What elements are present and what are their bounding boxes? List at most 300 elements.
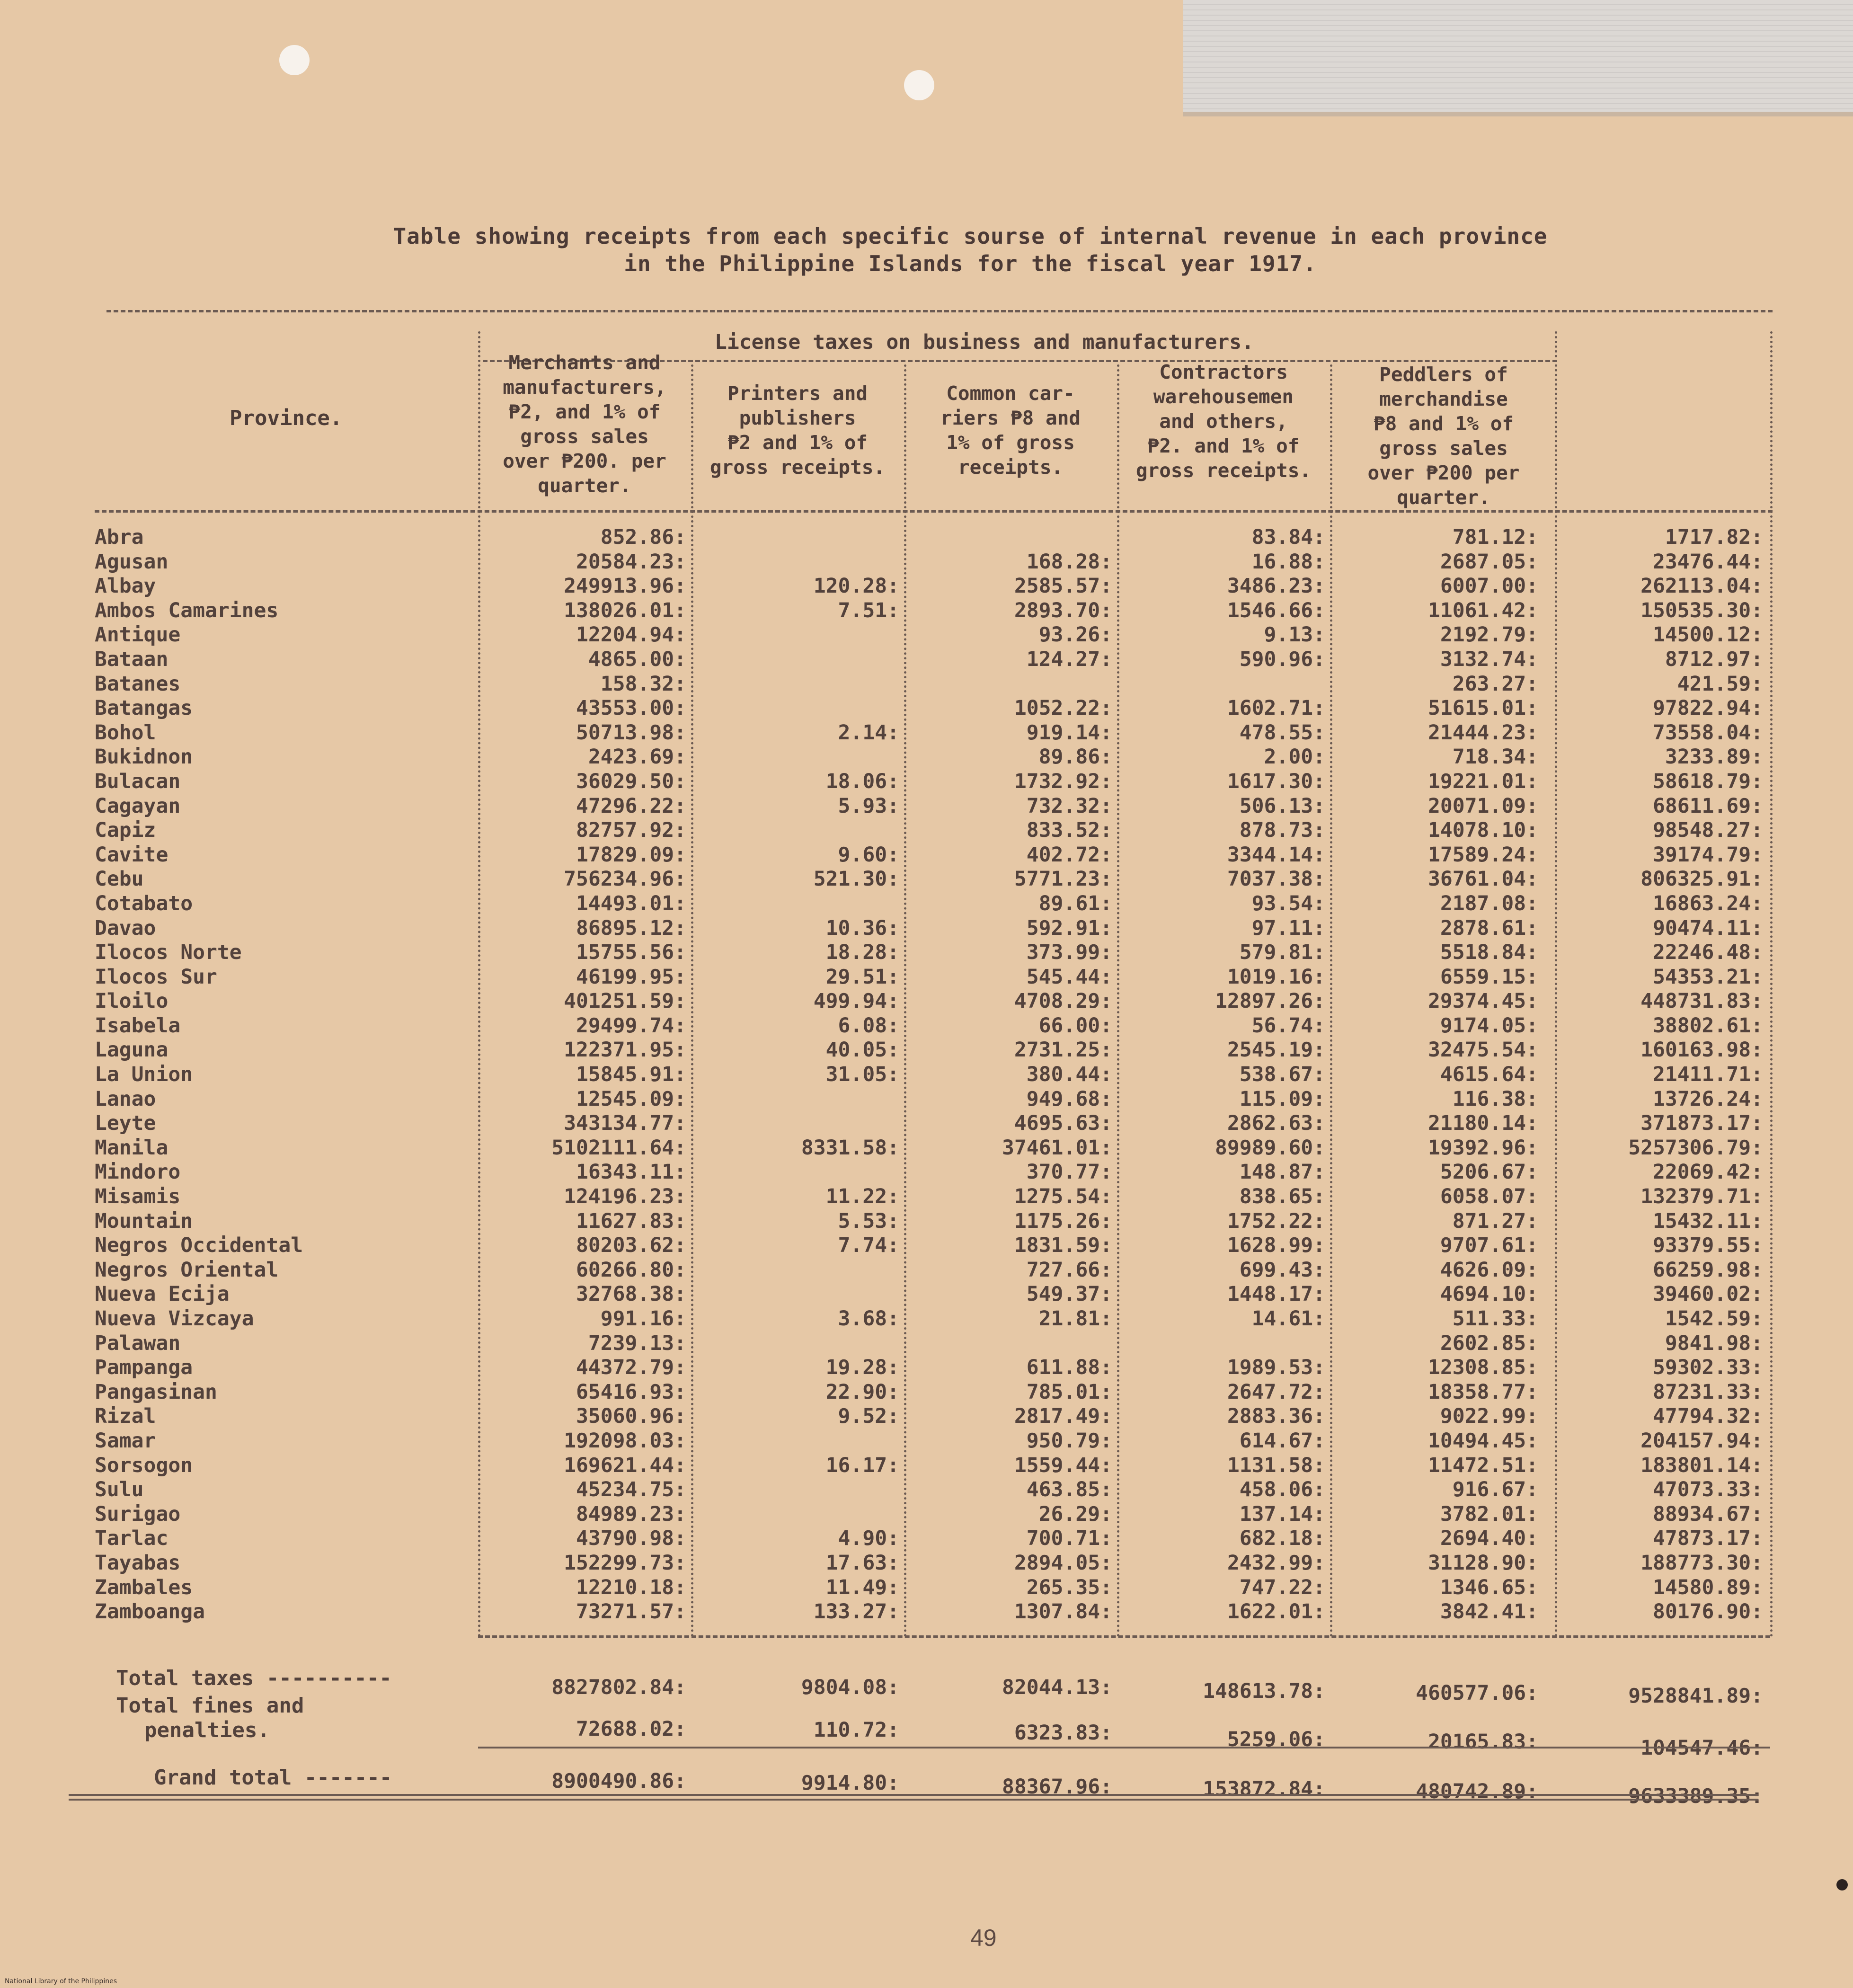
province-name: Nueva Vizcaya	[95, 1307, 254, 1331]
row-value-col2: 9.60:	[838, 843, 899, 867]
title-line-2: in the Philippine Islands for the fiscal year 1917.	[624, 251, 1317, 276]
row-value-col5: 51615.01:	[1428, 696, 1538, 720]
row-value-col5: 781.12:	[1452, 525, 1538, 549]
row-value-col5: 20071.09:	[1428, 794, 1538, 818]
row-value-col1: 991.16:	[600, 1307, 686, 1331]
total-fines-col2: 110.72:	[813, 1718, 899, 1742]
row-value-col2: 11.49:	[825, 1575, 899, 1599]
province-name: Davao	[95, 916, 156, 940]
row-value-col3: 1559.44:	[1014, 1453, 1112, 1477]
row-value-col6: 806325.91:	[1640, 867, 1763, 891]
row-value-col1: 4865.00:	[588, 647, 686, 671]
row-value-col4: 137.14:	[1239, 1502, 1325, 1526]
total-taxes-col2: 9804.08:	[801, 1676, 899, 1699]
row-value-col3: 2894.05:	[1014, 1551, 1112, 1575]
total-taxes-col6: 9528841.89:	[1628, 1684, 1763, 1708]
grand-total-col2: 9914.80:	[801, 1771, 899, 1795]
row-value-col2: 18.28:	[825, 941, 899, 965]
row-value-col1: 124196.23:	[564, 1185, 686, 1209]
row-value-col2: 22.90:	[825, 1380, 899, 1404]
province-name: Lanao	[95, 1087, 156, 1111]
province-name: Tarlac	[95, 1526, 168, 1551]
province-name: Negros Oriental	[95, 1258, 279, 1282]
row-value-col4: 56.74:	[1251, 1013, 1325, 1038]
row-value-col4: 1628.99:	[1227, 1234, 1325, 1258]
row-value-col1: 47296.22:	[576, 794, 686, 818]
row-value-col2: 10.36:	[825, 916, 899, 940]
row-value-col5: 2687.05:	[1440, 550, 1538, 574]
province-name: Surigao	[95, 1502, 181, 1526]
row-value-col6: 5257306.79:	[1628, 1136, 1763, 1160]
row-value-col6: 183801.14:	[1640, 1453, 1763, 1477]
row-value-col6: 22069.42:	[1653, 1160, 1763, 1184]
row-value-col3: 4708.29:	[1014, 989, 1112, 1013]
row-value-col5: 4615.64:	[1440, 1063, 1538, 1087]
row-value-col4: 538.67:	[1239, 1063, 1325, 1087]
row-value-col3: 1175.26:	[1014, 1209, 1112, 1233]
row-value-col1: 12204.94:	[576, 623, 686, 647]
row-value-col1: 80203.62:	[576, 1234, 686, 1258]
header-common-carriers: Common car- riers ₱8 and 1% of gross receipts.	[940, 382, 1081, 479]
total-taxes-label: Total taxes ----------	[116, 1666, 392, 1690]
row-value-col6: 59302.33:	[1653, 1356, 1763, 1380]
row-value-col6: 39460.02:	[1653, 1282, 1763, 1306]
row-value-col2: 19.28:	[825, 1356, 899, 1380]
row-value-col1: 44372.79:	[576, 1356, 686, 1380]
row-value-col1: 46199.95:	[576, 965, 686, 989]
province-name: Samar	[95, 1429, 156, 1453]
top-rule	[106, 310, 1773, 312]
row-value-col3: 4695.63:	[1014, 1111, 1112, 1136]
province-name: Cagayan	[95, 794, 181, 818]
row-value-col4: 2862.63:	[1227, 1111, 1325, 1136]
row-value-col4: 590.96:	[1239, 647, 1325, 671]
row-value-col4: 16.88:	[1251, 550, 1325, 574]
row-value-col5: 6007.00:	[1440, 574, 1538, 598]
row-value-col1: 15845.91:	[576, 1063, 686, 1087]
row-value-col5: 19221.01:	[1428, 769, 1538, 793]
province-name: Cavite	[95, 843, 168, 867]
province-name: Bukidnon	[95, 745, 193, 769]
province-name: Leyte	[95, 1111, 156, 1136]
row-value-col5: 2694.40:	[1440, 1526, 1538, 1551]
row-value-col2: 40.05:	[825, 1038, 899, 1062]
row-value-col2: 7.51:	[838, 598, 899, 622]
row-value-col4: 7037.38:	[1227, 867, 1325, 891]
row-value-col4: 115.09:	[1239, 1087, 1325, 1111]
province-name: Negros Occidental	[95, 1234, 303, 1258]
grand-total-col3: 88367.96:	[1002, 1775, 1112, 1799]
total-taxes-col1: 8827802.84:	[551, 1676, 686, 1699]
row-value-col6: 204157.94:	[1640, 1429, 1763, 1453]
row-value-col5: 871.27:	[1452, 1209, 1538, 1233]
row-value-col1: 756234.96:	[564, 867, 686, 891]
row-value-col2: 29.51:	[825, 965, 899, 989]
row-value-col3: 1831.59:	[1014, 1234, 1112, 1258]
row-value-col1: 20584.23:	[576, 550, 686, 574]
row-value-col6: 9841.98:	[1665, 1331, 1763, 1355]
row-value-col3: 93.26:	[1038, 623, 1112, 647]
row-value-col4: 83.84:	[1251, 525, 1325, 549]
grand-total-col6: 9633389.35:	[1628, 1784, 1763, 1808]
row-value-col1: 11627.83:	[576, 1209, 686, 1233]
totals-top-rule	[478, 1635, 1770, 1638]
row-value-col5: 9022.99:	[1440, 1404, 1538, 1429]
row-value-col6: 15432.11:	[1653, 1209, 1763, 1233]
total-fines-col4: 5259.06:	[1227, 1728, 1325, 1751]
row-value-col6: 150535.30:	[1640, 598, 1763, 622]
row-value-col4: 89989.60:	[1215, 1136, 1325, 1160]
province-name: Zambales	[95, 1575, 193, 1599]
row-value-col6: 16863.24:	[1653, 891, 1763, 915]
row-value-col1: 35060.96:	[576, 1404, 686, 1429]
row-value-col3: 727.66:	[1026, 1258, 1112, 1282]
row-value-col4: 97.11:	[1251, 916, 1325, 940]
row-value-col6: 87231.33:	[1653, 1380, 1763, 1404]
row-value-col4: 506.13:	[1239, 794, 1325, 818]
row-value-col5: 3782.01:	[1440, 1502, 1538, 1526]
row-value-col3: 2893.70:	[1014, 598, 1112, 622]
row-value-col5: 6559.15:	[1440, 965, 1538, 989]
row-value-col4: 93.54:	[1251, 891, 1325, 915]
row-value-col1: 2423.69:	[588, 745, 686, 769]
row-value-col4: 3486.23:	[1227, 574, 1325, 598]
row-value-col1: 14493.01:	[576, 891, 686, 915]
punch-hole-left	[279, 45, 310, 75]
grand-total-col5: 480742.89:	[1416, 1780, 1538, 1803]
row-value-col5: 19392.96:	[1428, 1136, 1538, 1160]
row-value-col4: 682.18:	[1239, 1526, 1325, 1551]
row-value-col4: 1622.01:	[1227, 1600, 1325, 1624]
row-value-col4: 614.67:	[1239, 1429, 1325, 1453]
row-value-col1: 138026.01:	[564, 598, 686, 622]
row-value-col2: 11.22:	[825, 1185, 899, 1209]
row-value-col6: 371873.17:	[1640, 1111, 1763, 1136]
row-value-col4: 1019.16:	[1227, 965, 1325, 989]
grand-total-rule-bottom-1	[69, 1794, 1758, 1796]
row-value-col2: 521.30:	[813, 867, 899, 891]
row-value-col5: 916.67:	[1452, 1478, 1538, 1502]
row-value-col5: 11472.51:	[1428, 1453, 1538, 1477]
row-value-col2: 7.74:	[838, 1234, 899, 1258]
row-value-col1: 36029.50:	[576, 769, 686, 793]
row-value-col6: 22246.48:	[1653, 941, 1763, 965]
row-value-col1: 73271.57:	[576, 1600, 686, 1624]
row-value-col2: 120.28:	[813, 574, 899, 598]
province-name: Ilocos Sur	[95, 965, 217, 989]
row-value-col1: 43790.98:	[576, 1526, 686, 1551]
row-value-col3: 2585.57:	[1014, 574, 1112, 598]
row-value-col3: 373.99:	[1026, 941, 1112, 965]
row-value-col1: 343134.77:	[564, 1111, 686, 1136]
row-value-col4: 579.81:	[1239, 941, 1325, 965]
row-value-col6: 188773.30:	[1640, 1551, 1763, 1575]
header-merchants: Merchants and manufacturers, ₱2, and 1% of gross sales over ₱200. per quarter.	[503, 351, 666, 497]
row-value-col6: 14580.89:	[1653, 1575, 1763, 1599]
row-value-col6: 97822.94:	[1653, 696, 1763, 720]
row-value-col6: 47073.33:	[1653, 1478, 1763, 1502]
row-value-col2: 6.08:	[838, 1013, 899, 1038]
province-name: Batanes	[95, 672, 181, 696]
row-value-col6: 160163.98:	[1640, 1038, 1763, 1062]
row-value-col3: 785.01:	[1026, 1380, 1112, 1404]
row-value-col1: 45234.75:	[576, 1478, 686, 1502]
province-name: Cotabato	[95, 891, 193, 915]
row-value-col1: 43553.00:	[576, 696, 686, 720]
header-contractors: Contractors warehousemen and others, ₱2. and 1% of gross receipts.	[1135, 361, 1312, 482]
row-value-col4: 458.06:	[1239, 1478, 1325, 1502]
row-value-col2: 3.68:	[838, 1307, 899, 1331]
page-number: 49	[970, 1925, 997, 1951]
row-value-col1: 29499.74:	[576, 1013, 686, 1038]
province-name: La Union	[95, 1063, 193, 1087]
row-value-col3: 2731.25:	[1014, 1038, 1112, 1062]
row-value-col3: 2817.49:	[1014, 1404, 1112, 1429]
row-value-col4: 1131.58:	[1227, 1453, 1325, 1477]
province-name: Bulacan	[95, 769, 181, 793]
row-value-col5: 4626.09:	[1440, 1258, 1538, 1282]
row-value-col1: 5102111.64:	[551, 1136, 686, 1160]
grand-total-col4: 153872.84:	[1203, 1777, 1325, 1801]
row-value-col3: 21.81:	[1038, 1307, 1112, 1331]
total-taxes-col3: 82044.13:	[1002, 1676, 1112, 1699]
row-value-col6: 47794.32:	[1653, 1404, 1763, 1429]
row-value-col1: 852.86:	[600, 525, 686, 549]
row-value-col6: 14500.12:	[1653, 623, 1763, 647]
row-value-col4: 12897.26:	[1215, 989, 1325, 1013]
row-value-col6: 39174.79:	[1653, 843, 1763, 867]
row-value-col6: 21411.71:	[1653, 1063, 1763, 1087]
backing-paper	[1183, 0, 1853, 114]
province-name: Ambos Camarines	[95, 598, 279, 622]
row-value-col3: 380.44:	[1026, 1063, 1112, 1087]
total-taxes-col5: 460577.06:	[1416, 1681, 1538, 1705]
row-value-col3: 265.35:	[1026, 1575, 1112, 1599]
province-name: Zamboanga	[95, 1600, 205, 1624]
col-separator-7	[1770, 331, 1773, 1638]
row-value-col6: 1542.59:	[1665, 1307, 1763, 1331]
row-value-col3: 919.14:	[1026, 720, 1112, 745]
row-value-col1: 169621.44:	[564, 1453, 686, 1477]
row-value-col5: 116.38:	[1452, 1087, 1538, 1111]
province-name: Palawan	[95, 1331, 181, 1355]
row-value-col3: 592.91:	[1026, 916, 1112, 940]
row-value-col6: 448731.83:	[1640, 989, 1763, 1013]
row-value-col1: 249913.96:	[564, 574, 686, 598]
grand-total-rule-top	[478, 1747, 1770, 1748]
row-value-col5: 17589.24:	[1428, 843, 1538, 867]
row-value-col4: 1752.22:	[1227, 1209, 1325, 1233]
row-value-col3: 89.86:	[1038, 745, 1112, 769]
province-name: Capiz	[95, 818, 156, 843]
row-value-col5: 511.33:	[1452, 1307, 1538, 1331]
row-value-col1: 17829.09:	[576, 843, 686, 867]
total-fines-col6: 104547.46:	[1640, 1736, 1763, 1760]
grand-total-col1: 8900490.86:	[551, 1769, 686, 1793]
row-value-col6: 73558.04:	[1653, 720, 1763, 745]
row-value-col2: 8331.58:	[801, 1136, 899, 1160]
row-value-col2: 5.53:	[838, 1209, 899, 1233]
row-value-col6: 58618.79:	[1653, 769, 1763, 793]
row-value-col5: 32475.54:	[1428, 1038, 1538, 1062]
row-value-col5: 2878.61:	[1440, 916, 1538, 940]
row-value-col3: 1275.54:	[1014, 1185, 1112, 1209]
row-value-col1: 192098.03:	[564, 1429, 686, 1453]
row-value-col5: 10494.45:	[1428, 1429, 1538, 1453]
row-value-col5: 11061.42:	[1428, 598, 1538, 622]
row-value-col3: 463.85:	[1026, 1478, 1112, 1502]
row-value-col3: 124.27:	[1026, 647, 1112, 671]
row-value-col5: 9707.61:	[1440, 1234, 1538, 1258]
header-printers: Printers and publishers ₱2 and 1% of gross receipts.	[709, 382, 886, 479]
row-value-col5: 21444.23:	[1428, 720, 1538, 745]
row-value-col3: 26.29:	[1038, 1502, 1112, 1526]
row-value-col1: 122371.95:	[564, 1038, 686, 1062]
row-value-col1: 7239.13:	[588, 1331, 686, 1355]
row-value-col6: 93379.55:	[1653, 1234, 1763, 1258]
total-fines-col3: 6323.83:	[1014, 1721, 1112, 1745]
row-value-col1: 86895.12:	[576, 916, 686, 940]
province-name: Tayabas	[95, 1551, 181, 1575]
row-value-col4: 1448.17:	[1227, 1282, 1325, 1306]
row-value-col4: 14.61:	[1251, 1307, 1325, 1331]
footer-credit: National Library of the Philippines	[5, 1978, 117, 1985]
row-value-col4: 747.22:	[1239, 1575, 1325, 1599]
row-value-col4: 2647.72:	[1227, 1380, 1325, 1404]
row-value-col4: 878.73:	[1239, 818, 1325, 843]
province-name: Antique	[95, 623, 181, 647]
row-value-col4: 1617.30:	[1227, 769, 1325, 793]
row-value-col2: 2.14:	[838, 720, 899, 745]
header-peddlers: Peddlers of merchandise ₱8 and 1% of gross sales over ₱200 per quarter.	[1367, 363, 1520, 509]
province-name: Misamis	[95, 1185, 181, 1209]
ink-spot	[1836, 1879, 1848, 1890]
total-fines-label-2: penalties.	[144, 1718, 270, 1742]
row-value-col5: 29374.45:	[1428, 989, 1538, 1013]
row-value-col3: 66.00:	[1038, 1013, 1112, 1038]
province-name: Isabela	[95, 1013, 181, 1038]
row-value-col2: 17.63:	[825, 1551, 899, 1575]
row-value-col5: 2187.08:	[1440, 891, 1538, 915]
row-value-col4: 9.13:	[1264, 623, 1325, 647]
row-value-col5: 36761.04:	[1428, 867, 1538, 891]
row-value-col1: 15755.56:	[576, 941, 686, 965]
row-value-col5: 3132.74:	[1440, 647, 1538, 671]
row-value-col5: 9174.05:	[1440, 1013, 1538, 1038]
row-value-col1: 401251.59:	[564, 989, 686, 1013]
row-value-col3: 949.68:	[1026, 1087, 1112, 1111]
header-bottom-rule	[95, 510, 1773, 513]
row-value-col2: 133.27:	[813, 1600, 899, 1624]
province-name: Agusan	[95, 550, 168, 574]
province-name: Albay	[95, 574, 156, 598]
row-value-col1: 32768.38:	[576, 1282, 686, 1306]
row-value-col4: 2432.99:	[1227, 1551, 1325, 1575]
license-taxes-group-header: License taxes on business and manufacturers.	[715, 330, 1254, 354]
row-value-col3: 1307.84:	[1014, 1600, 1112, 1624]
row-value-col6: 90474.11:	[1653, 916, 1763, 940]
row-value-col4: 1602.71:	[1227, 696, 1325, 720]
row-value-col3: 833.52:	[1026, 818, 1112, 843]
row-value-col4: 2.00:	[1264, 745, 1325, 769]
row-value-col2: 31.05:	[825, 1063, 899, 1087]
row-value-col1: 84989.23:	[576, 1502, 686, 1526]
row-value-col6: 38802.61:	[1653, 1013, 1763, 1038]
row-value-col2: 5.93:	[838, 794, 899, 818]
province-name: Nueva Ecija	[95, 1282, 230, 1306]
row-value-col5: 5518.84:	[1440, 941, 1538, 965]
row-value-col5: 263.27:	[1452, 672, 1538, 696]
row-value-col5: 2192.79:	[1440, 623, 1538, 647]
province-name: Sulu	[95, 1478, 144, 1502]
row-value-col1: 158.32:	[600, 672, 686, 696]
grand-total-label: Grand total -------	[154, 1766, 392, 1790]
row-value-col2: 9.52:	[838, 1404, 899, 1429]
row-value-col5: 14078.10:	[1428, 818, 1538, 843]
row-value-col3: 1732.92:	[1014, 769, 1112, 793]
row-value-col3: 700.71:	[1026, 1526, 1112, 1551]
province-name: Pampanga	[95, 1356, 193, 1380]
total-taxes-col4: 148613.78:	[1203, 1679, 1325, 1703]
row-value-col3: 402.72:	[1026, 843, 1112, 867]
row-value-col3: 950.79:	[1026, 1429, 1112, 1453]
row-value-col1: 82757.92:	[576, 818, 686, 843]
row-value-col4: 148.87:	[1239, 1160, 1325, 1184]
province-name: Rizal	[95, 1404, 156, 1429]
row-value-col5: 5206.67:	[1440, 1160, 1538, 1184]
row-value-col1: 12545.09:	[576, 1087, 686, 1111]
total-fines-col5: 20165.83:	[1428, 1730, 1538, 1754]
row-value-col1: 50713.98:	[576, 720, 686, 745]
row-value-col5: 18358.77:	[1428, 1380, 1538, 1404]
row-value-col4: 2883.36:	[1227, 1404, 1325, 1429]
row-value-col3: 168.28:	[1026, 550, 1112, 574]
row-value-col6: 262113.04:	[1640, 574, 1763, 598]
province-name: Bohol	[95, 720, 156, 745]
row-value-col5: 3842.41:	[1440, 1600, 1538, 1624]
row-value-col2: 499.94:	[813, 989, 899, 1013]
row-value-col5: 2602.85:	[1440, 1331, 1538, 1355]
row-value-col1: 16343.11:	[576, 1160, 686, 1184]
row-value-col4: 1989.53:	[1227, 1356, 1325, 1380]
province-name: Mountain	[95, 1209, 193, 1233]
row-value-col5: 21180.14:	[1428, 1111, 1538, 1136]
province-name: Pangasinan	[95, 1380, 217, 1404]
title-line-1: Table showing receipts from each specific sourse of internal revenue in each province	[393, 223, 1548, 249]
province-name: Bataan	[95, 647, 168, 671]
row-value-col6: 3233.89:	[1665, 745, 1763, 769]
row-value-col3: 611.88:	[1026, 1356, 1112, 1380]
row-value-col4: 699.43:	[1239, 1258, 1325, 1282]
row-value-col3: 732.32:	[1026, 794, 1112, 818]
province-name: Sorsogon	[95, 1453, 193, 1477]
row-value-col1: 12210.18:	[576, 1575, 686, 1599]
row-value-col5: 31128.90:	[1428, 1551, 1538, 1575]
row-value-col6: 421.59:	[1677, 672, 1763, 696]
row-value-col6: 98548.27:	[1653, 818, 1763, 843]
province-name: Ilocos Norte	[95, 941, 242, 965]
row-value-col2: 4.90:	[838, 1526, 899, 1551]
row-value-col4: 1546.66:	[1227, 598, 1325, 622]
punch-hole-right	[904, 70, 934, 100]
row-value-col6: 1717.82:	[1665, 525, 1763, 549]
row-value-col6: 66259.98:	[1653, 1258, 1763, 1282]
row-value-col6: 47873.17:	[1653, 1526, 1763, 1551]
province-name: Manila	[95, 1136, 168, 1160]
province-name: Batangas	[95, 696, 193, 720]
table-title	[331, 222, 1609, 277]
row-value-col3: 549.37:	[1026, 1282, 1112, 1306]
